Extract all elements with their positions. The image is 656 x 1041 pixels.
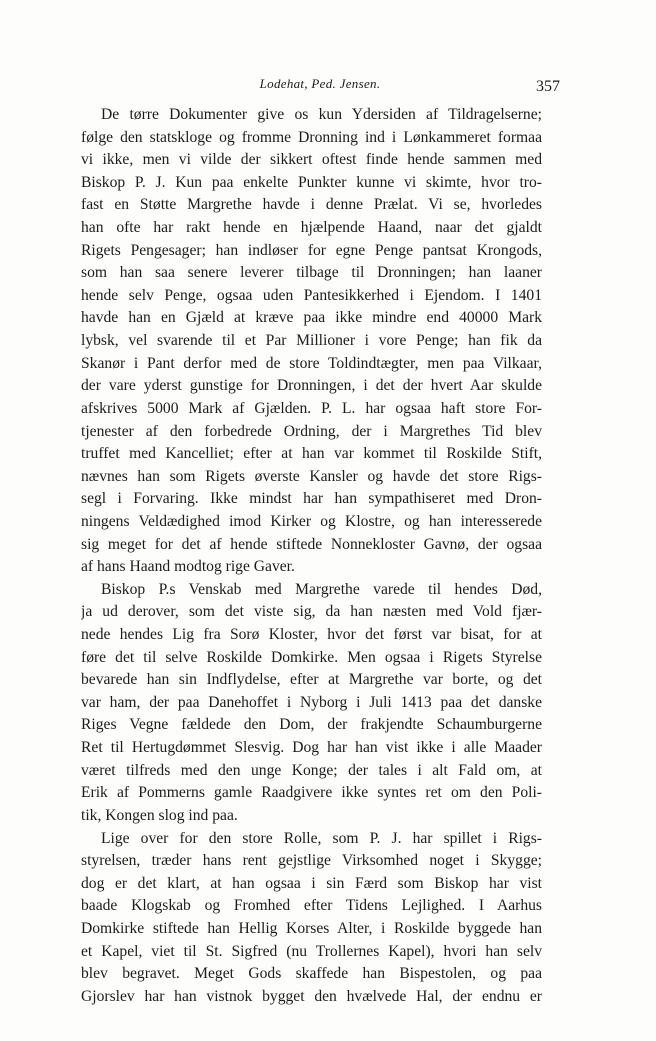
page-number: 357 xyxy=(536,78,560,95)
text-line: han ofte har rakt hende en hjælpende Haand, naar det gjaldt xyxy=(81,219,542,237)
text-line: af hans Haand modtog rige Gaver. xyxy=(81,558,295,576)
text-line: følge den statskloge og fromme Dronning ind i Lønkammeret formaa xyxy=(81,128,542,146)
text-line: styrelsen, træder hans rent gejstlige Virksomhed noget i Skygge; xyxy=(81,852,542,870)
text-line: tjenester af den forbedrede Ordning, der i Margrethes Tid blev xyxy=(81,422,542,440)
text-line: der vare yderst gunstige for Dronningen, i det der hvert Aar skulde xyxy=(81,377,542,395)
text-line: føre det til selve Roskilde Domkirke. Men ogsaa i Rigets Styrelse xyxy=(81,648,542,666)
text-line: Riges Vegne fældede den Dom, der frakjendte Schaumburgerne xyxy=(81,716,542,734)
text-line: Biskop P.s Venskab med Margrethe varede til hendes Død, xyxy=(101,580,542,598)
text-line: tik, Kongen slog ind paa. xyxy=(81,806,238,824)
text-line: Lige over for den store Rolle, som P. J. har spillet i Rigs- xyxy=(101,829,542,847)
text-line: Erik af Pommerns gamle Raadgivere ikke syntes ret om den Poli- xyxy=(81,784,542,802)
text-line: nede hendes Lig fra Sorø Kloster, hvor det først var bisat, for at xyxy=(81,626,542,644)
text-line: været tilfreds med den unge Konge; der tales i alt Fald om, at xyxy=(81,761,542,779)
text-line: Gjorslev har han vistnok bygget den hvælvede Hal, der endnu er xyxy=(81,987,542,1005)
text-line: De tørre Dokumenter give os kun Ydersiden af Tildragelserne; xyxy=(101,106,542,123)
text-line: bevarede han sin Indflydelse, efter at Margrethe var borte, og det xyxy=(81,671,542,689)
text-line: havde han en Gjæld at kræve paa ikke mindre end 40000 Mark xyxy=(81,309,542,327)
text-line: som han saa senere leverer tilbage til Dronningen; han laaner xyxy=(81,264,542,282)
text-line: et Kapel, viet til St. Sigfred (nu Trollernes Kapel), hvori han selv xyxy=(81,942,542,960)
text-line: segl i Forvaring. Ikke mindst har han sympathiseret med Dron- xyxy=(81,490,542,508)
text-line: fast en Støtte Margrethe havde i denne Prælat. Vi se, hvorledes xyxy=(81,196,542,214)
running-head xyxy=(80,72,560,94)
text-line: ningens Veldædighed imod Kirker og Klostre, og han interesserede xyxy=(81,512,542,530)
running-title: Lodehat, Ped. Jensen. xyxy=(259,76,381,91)
text-line: truffet med Kancelliet; efter at han var kommet til Roskilde Stift, xyxy=(81,445,542,463)
text-line: lybsk, vel svarende til et Par Millioner i vore Penge; han fik da xyxy=(81,332,542,350)
text-line: blev begravet. Meget Gods skaffede han Bispestolen, og paa xyxy=(81,965,542,983)
text-line: Biskop P. J. Kun paa enkelte Punkter kunne vi skimte, hvor tro- xyxy=(81,173,542,191)
text-line: nævnes han som Rigets øverste Kansler og havde det store Rigs- xyxy=(81,467,542,485)
text-line: hende selv Penge, ogsaa uden Pantesikkerhed i Ejendom. I 1401 xyxy=(81,286,542,304)
text-line: ja ud derover, som det viste sig, da han næsten med Vold fjær- xyxy=(81,603,542,621)
text-line: sig meget for det af hende stiftede Nonnekloster Gavnø, der ogsaa xyxy=(81,535,542,553)
text-line: dog er det klart, at han ogsaa i sin Færd som Biskop har vist xyxy=(81,874,542,892)
text-line: vi ikke, men vi vilde der sikkert oftest finde hende sammen med xyxy=(81,151,542,169)
body-text xyxy=(81,104,542,1008)
text-line: afskrives 5000 Mark af Gjælden. P. L. har ogsaa haft store For- xyxy=(81,399,542,417)
text-line: var ham, der paa Danehoffet i Nyborg i Juli 1413 paa det danske xyxy=(81,693,542,711)
text-line: Domkirke stiftede han Hellig Korses Alter, i Roskilde byggede han xyxy=(81,919,542,937)
text-line: baade Klogskab og Fromhed efter Tidens Lejlighed. I Aarhus xyxy=(81,897,542,915)
text-line: Skanør i Pant derfor med de store Toldindtægter, men paa Vilkaar, xyxy=(81,354,542,372)
text-line: Ret til Hertugdømmet Slesvig. Dog har han vist ikke i alle Maader xyxy=(81,739,542,757)
text-line: Rigets Pengesager; han indløser for egne Penge pantsat Krongods, xyxy=(81,241,542,259)
